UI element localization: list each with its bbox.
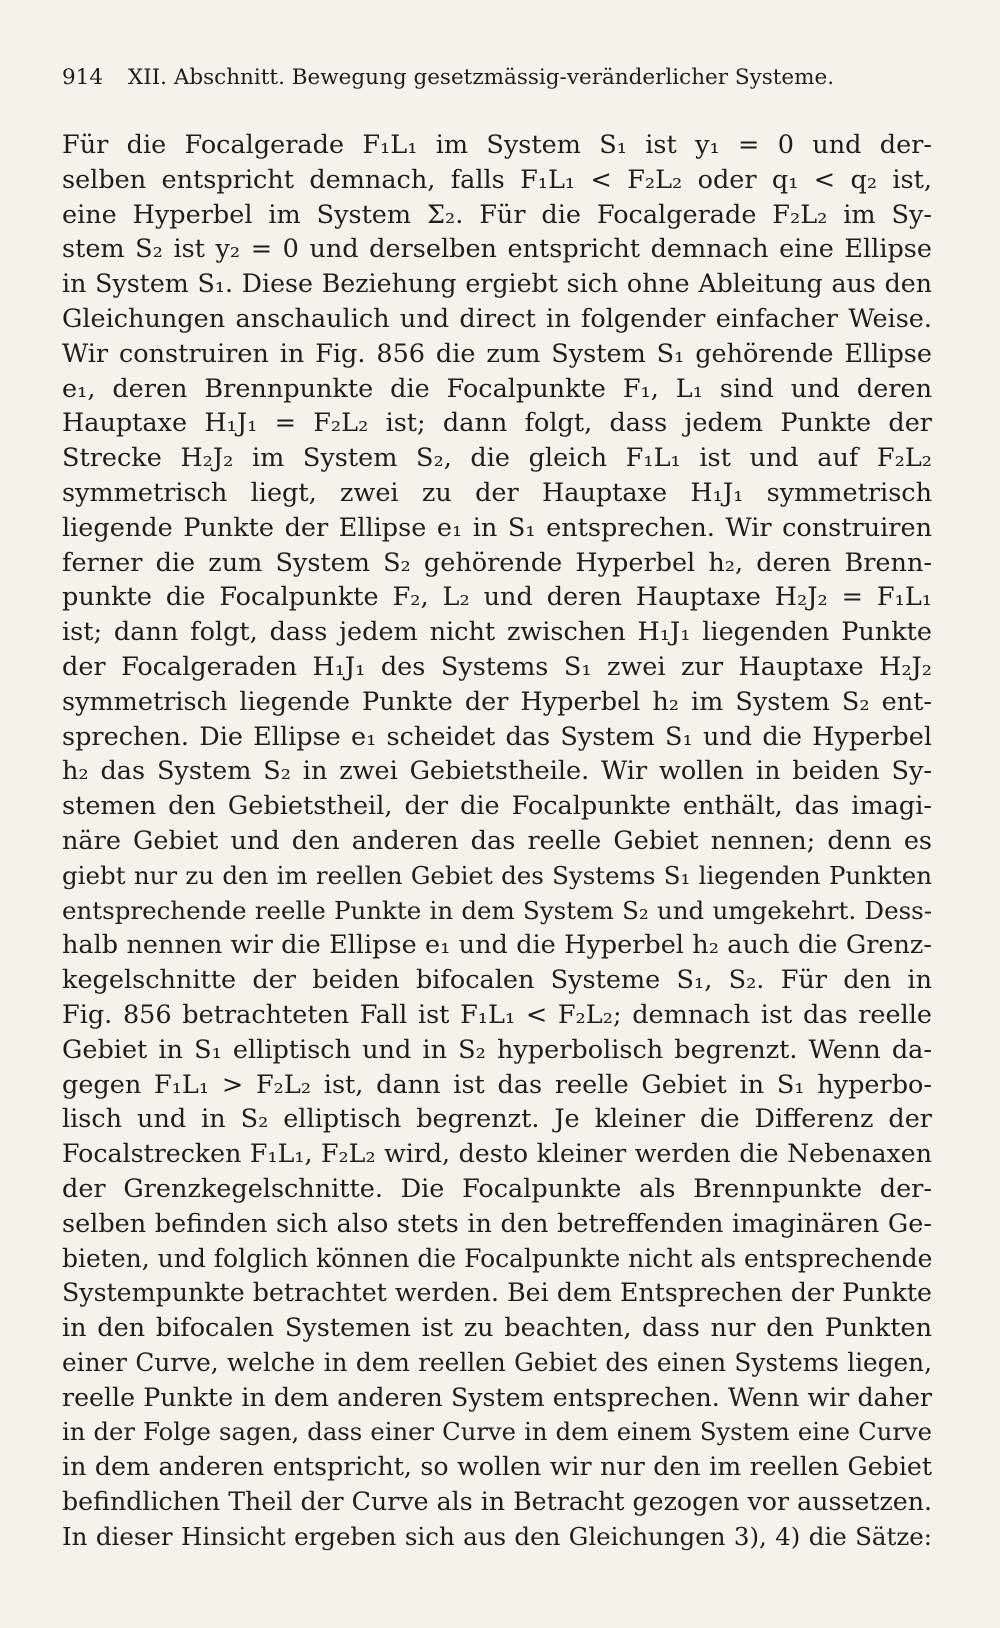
page-number: 914 — [62, 65, 104, 90]
text-line: selben befinden sich also stets in den betreffenden imaginären Ge- — [62, 1208, 932, 1239]
text-line: näre Gebiet und den anderen das reelle Gebiet nennen; denn es — [62, 825, 932, 856]
body-text — [62, 128, 932, 1555]
text-line: h₂ das System S₂ in zwei Gebietstheile. Wir wollen in beiden Sy- — [62, 756, 932, 787]
text-line: e₁, deren Brennpunkte die Focalpunkte F₁, L₁ sind und deren — [62, 373, 932, 404]
text-line: stemen den Gebietstheil, der die Focalpunkte enthält, das imagi- — [62, 791, 932, 822]
text-line: Strecke H₂J₂ im System S₂, die gleich F₁L₁ ist und auf F₂L₂ — [62, 443, 932, 474]
text-line: symmetrisch liegende Punkte der Hyperbel h₂ im System S₂ ent- — [62, 686, 932, 717]
text-line: gegen F₁L₁ > F₂L₂ ist, dann ist das reelle Gebiet in S₁ hyperbo- — [62, 1069, 932, 1100]
text-line: Wir construiren in Fig. 856 die zum System S₁ gehörende Ellipse — [62, 338, 932, 369]
text-line: punkte die Focalpunkte F₂, L₂ und deren Hauptaxe H₂J₂ = F₁L₁ — [62, 582, 932, 613]
text-line: in System S₁. Diese Beziehung ergiebt sich ohne Ableitung aus den — [62, 269, 932, 299]
text-line: Systempunkte betrachtet werden. Bei dem Entsprechen der Punkte — [62, 1278, 932, 1308]
text-line: Hauptaxe H₁J₁ = F₂L₂ ist; dann folgt, dass jedem Punkte der — [62, 408, 932, 439]
text-line: giebt nur zu den im reellen Gebiet des Systems S₁ liegenden Punkten — [62, 860, 932, 890]
text-line: in den bifocalen Systemen ist zu beachten, dass nur den Punkten — [62, 1313, 932, 1344]
text-line: Für die Focalgerade F₁L₁ im System S₁ ist y₁ = 0 und der- — [62, 130, 932, 160]
text-line: befindlichen Theil der Curve als in Betracht gezogen vor aussetzen. — [62, 1487, 932, 1517]
text-line: lisch und in S₂ elliptisch begrenzt. Je kleiner die Differenz der — [62, 1104, 932, 1135]
text-line: halb nennen wir die Ellipse e₁ und die Hyperbel h₂ auch die Grenz- — [62, 930, 932, 961]
text-line: Gebiet in S₁ elliptisch und in S₂ hyperbolisch begrenzt. Wenn da- — [62, 1034, 932, 1065]
text-line: entsprechende reelle Punkte in dem System S₂ und umgekehrt. Dess- — [62, 895, 932, 925]
text-line: ist; dann folgt, dass jedem nicht zwischen H₁J₁ liegenden Punkte — [62, 617, 932, 648]
text-line: in der Folge sagen, dass einer Curve in dem einem System eine Curve — [62, 1417, 932, 1447]
text-line: ferner die zum System S₂ gehörende Hyperbel h₂, deren Brenn- — [62, 547, 932, 578]
text-line: symmetrisch liegt, zwei zu der Hauptaxe H₁J₁ symmetrisch — [62, 477, 932, 508]
text-line: selben entspricht demnach, falls F₁L₁ < F₂L₂ oder q₁ < q₂ ist, — [62, 164, 932, 195]
text-line: eine Hyperbel im System Σ₂. Für die Focalgerade F₂L₂ im Sy- — [62, 199, 932, 230]
text-line: stem S₂ ist y₂ = 0 und derselben entspricht demnach eine Ellipse — [62, 234, 932, 265]
text-line: bieten, und folglich können die Focalpunkte nicht als entsprechende — [62, 1243, 933, 1273]
text-line: Focalstrecken F₁L₁, F₂L₂ wird, desto kleiner werden die Nebenaxen — [62, 1139, 932, 1169]
text-line: der Focalgeraden H₁J₁ des Systems S₁ zwei zur Hauptaxe H₂J₂ — [62, 651, 932, 682]
text-line: Gleichungen anschaulich und direct in folgender einfacher Weise. — [62, 303, 932, 334]
text-line: einer Curve, welche in dem reellen Gebiet des einen Systems liegen, — [62, 1347, 932, 1377]
text-line: der Grenzkegelschnitte. Die Focalpunkte als Brennpunkte der- — [62, 1173, 932, 1204]
running-title: XII. Abschnitt. Bewegung gesetzmässig-veränderlicher Systeme. — [127, 65, 835, 90]
text-line: In dieser Hinsicht ergeben sich aus den Gleichungen 3), 4) die Sätze: — [62, 1521, 932, 1551]
running-header — [62, 64, 942, 92]
text-line: kegelschnitte der beiden bifocalen Systeme S₁, S₂. Für den in — [62, 965, 932, 996]
text-line: liegende Punkte der Ellipse e₁ in S₁ entsprechen. Wir construiren — [62, 512, 932, 543]
text-line: reelle Punkte in dem anderen System entsprechen. Wenn wir daher — [62, 1382, 932, 1412]
text-line: Fig. 856 betrachteten Fall ist F₁L₁ < F₂L₂; demnach ist das reelle — [62, 999, 932, 1030]
text-line: in dem anderen entspricht, so wollen wir nur den im reellen Gebiet — [62, 1452, 932, 1482]
text-line: sprechen. Die Ellipse e₁ scheidet das System S₁ und die Hyperbel — [62, 721, 932, 752]
